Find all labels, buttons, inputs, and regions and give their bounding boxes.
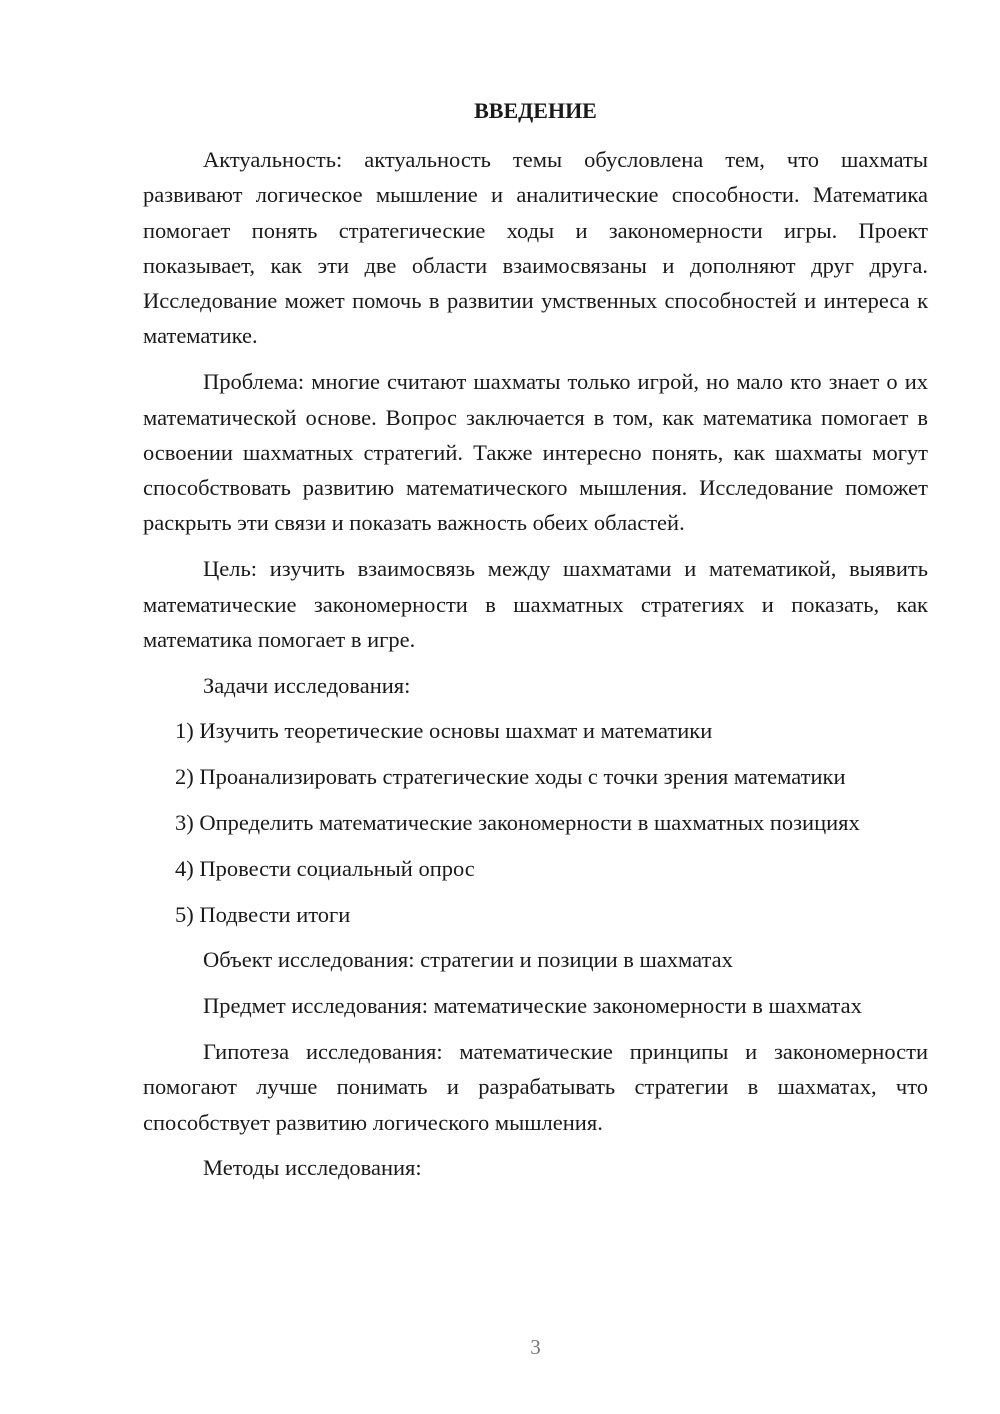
task-item-1: 1) Изучить теоретические основы шахмат и математики xyxy=(175,718,713,744)
relevance-paragraph: Актуальность: актуальность темы обусловлена тем, что шахматы развивают логическое мышление и аналитические способности. Математика помогает понять стратегические ходы и закономерности игры. Проект показывает, как эти две области взаимосвязаны и дополняют друг друга. Исследование может помочь в развитии умственных способностей и интереса к математике. xyxy=(143,147,928,349)
subject-paragraph: Предмет исследования: математические закономерности в шахматах xyxy=(203,993,862,1019)
document-page xyxy=(143,0,928,1414)
section-title: ВВЕДЕНИЕ xyxy=(474,98,597,123)
goal-paragraph: Цель: изучить взаимосвязь между шахматами и математикой, выявить математические закономерности в шахматных стратегиях и показать, как математика помогает в игре. xyxy=(143,556,928,652)
document-body xyxy=(143,142,928,1196)
object-paragraph: Объект исследования: стратегии и позиции в шахматах xyxy=(203,947,733,973)
hypothesis-paragraph: Гипотеза исследования: математические принципы и закономерности помогают лучше понимать и разрабатывать стратегии в шахматах, что способствует развитию логического мышления. xyxy=(143,1039,928,1135)
page-number: 3 xyxy=(530,1335,541,1359)
task-item-5: 5) Подвести итоги xyxy=(175,901,351,927)
methods-heading: Методы исследования: xyxy=(203,1155,422,1181)
task-item-4: 4) Провести социальный опрос xyxy=(175,855,475,881)
task-item-3: 3) Определить математические закономерности в шахматных позициях xyxy=(175,810,860,836)
tasks-heading: Задачи исследования: xyxy=(203,672,411,698)
task-item-2: 2) Проанализировать стратегические ходы с точки зрения математики xyxy=(175,764,846,790)
problem-paragraph: Проблема: многие считают шахматы только игрой, но мало кто знает о их математической основе. Вопрос заключается в том, как математика помогает в освоении шахматных стратегий. Также интересно понять, как шахматы могут способствовать развитию математического мышления. Исследование поможет раскрыть эти связи и показать важность обеих областей. xyxy=(143,369,928,536)
